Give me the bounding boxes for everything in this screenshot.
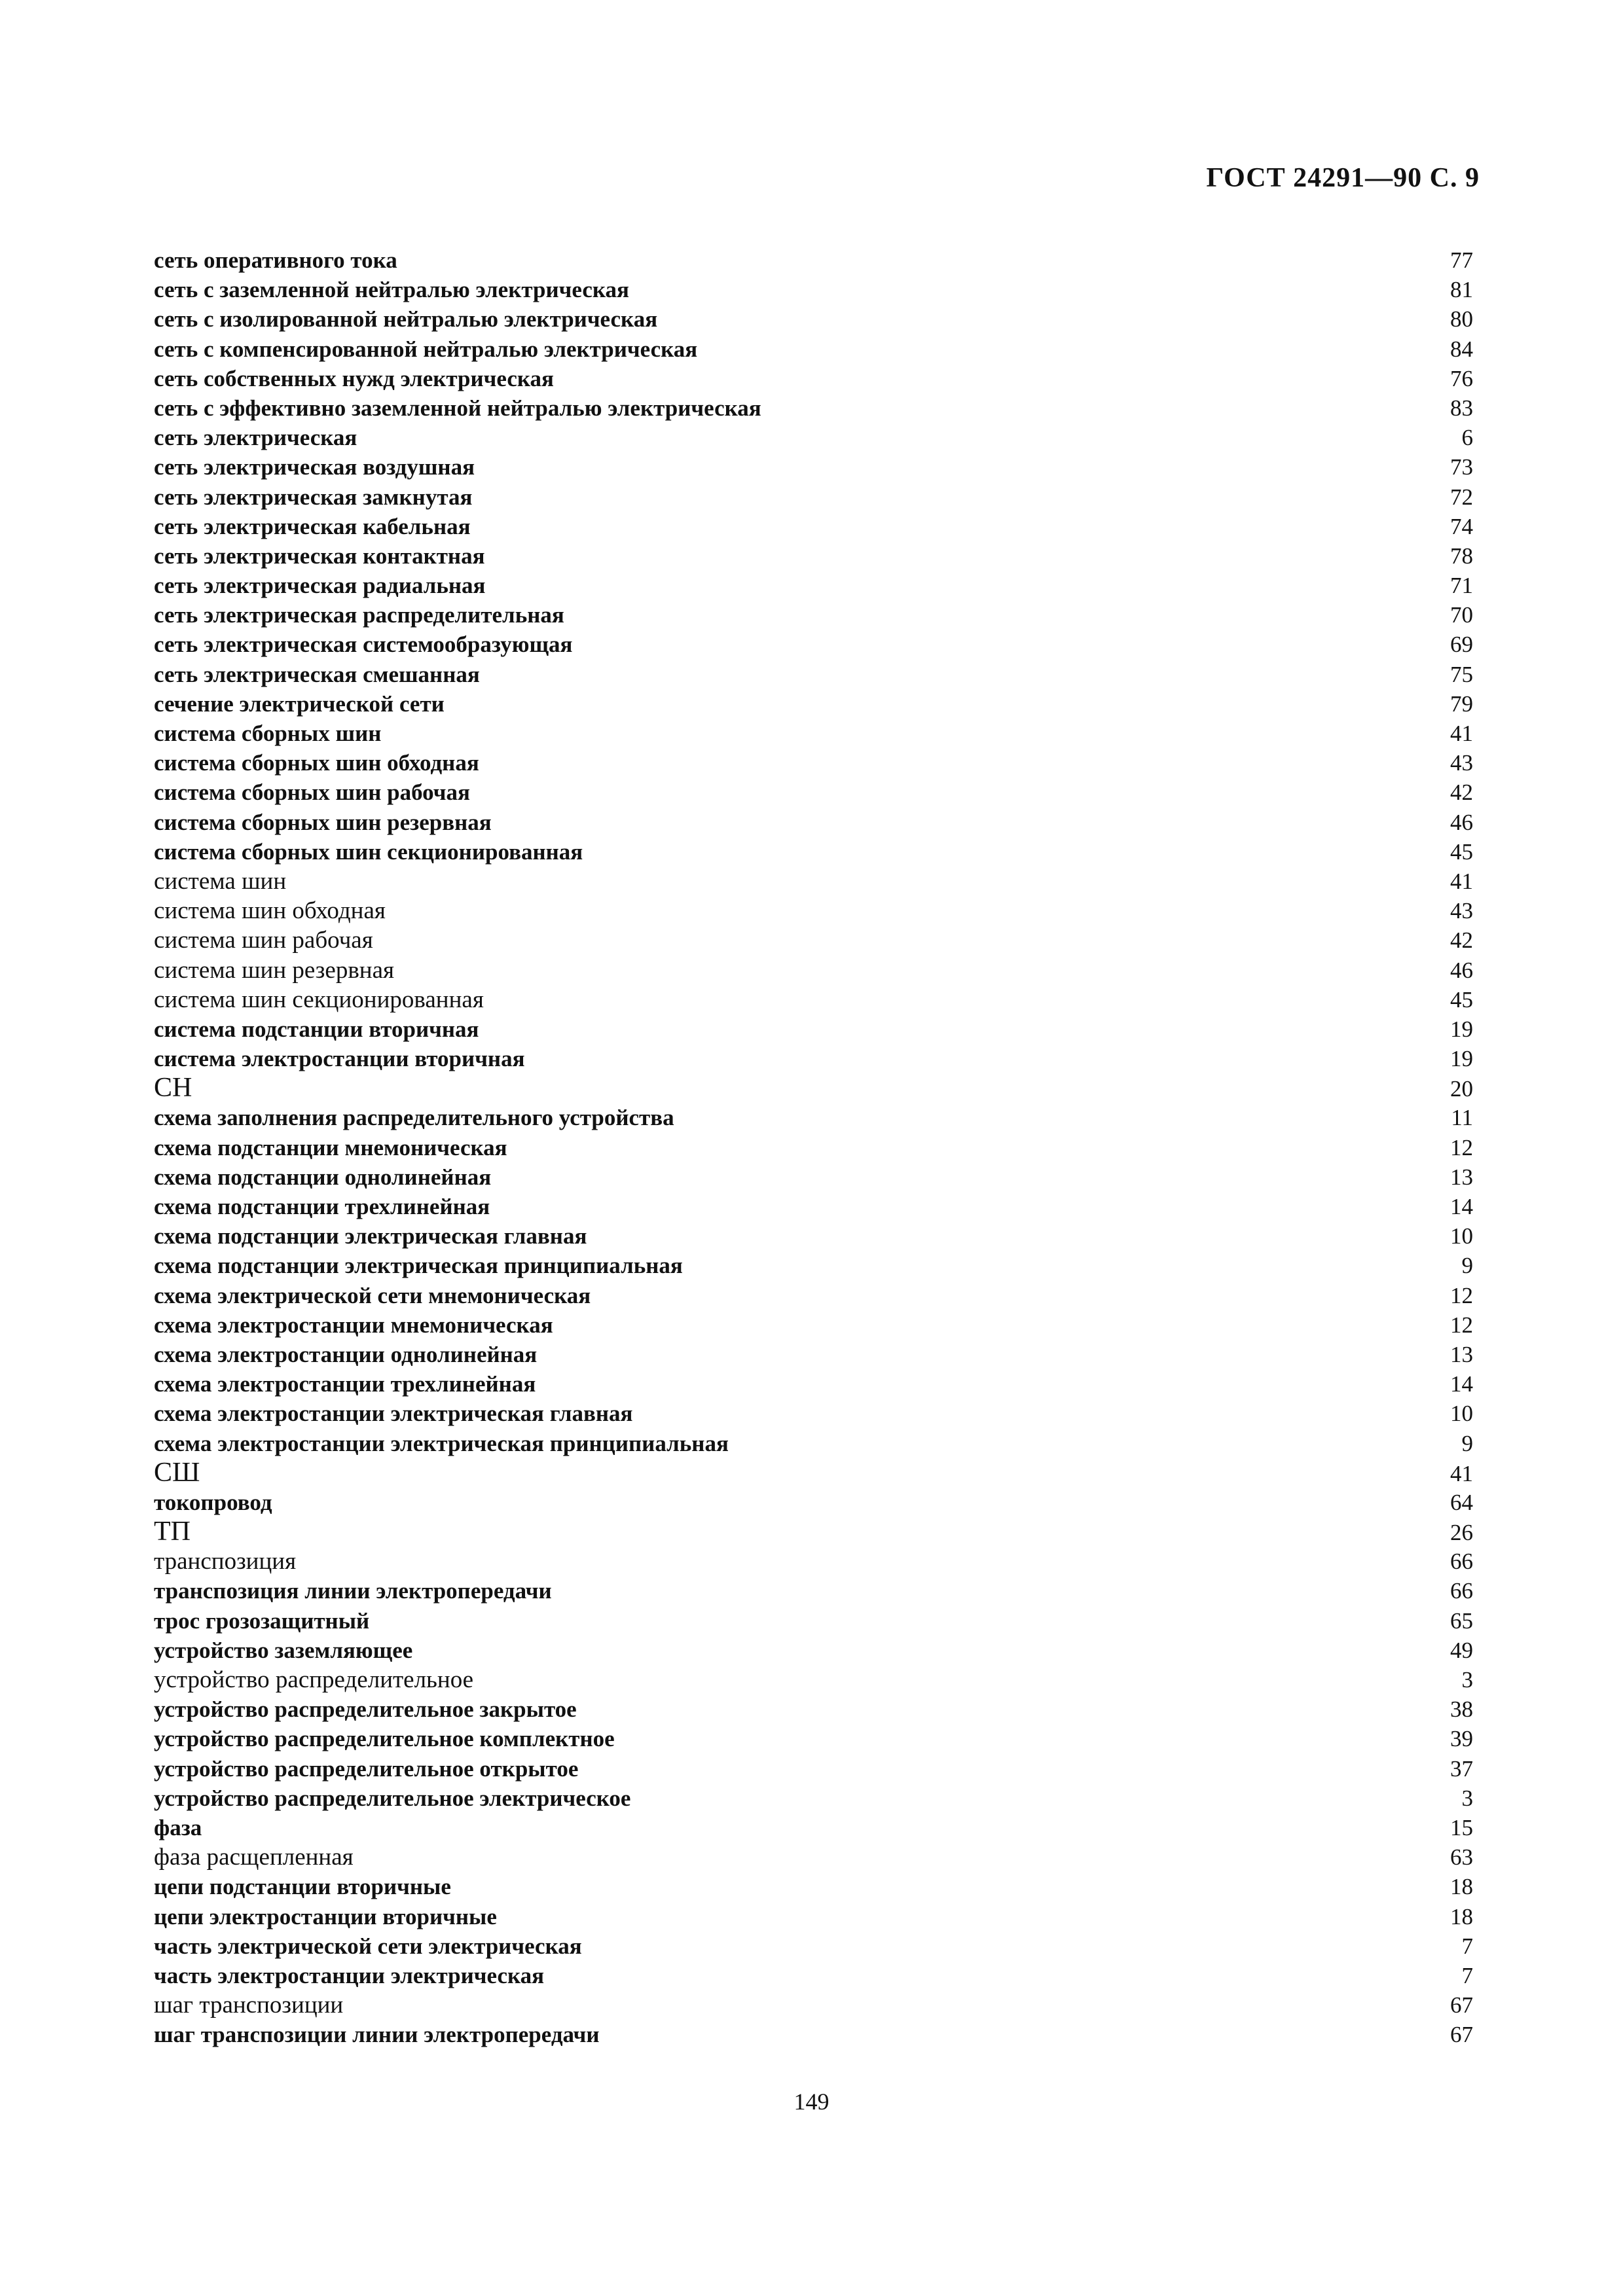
index-term-number: 71	[1450, 573, 1473, 599]
index-term: система электростанции вторичная	[154, 1046, 525, 1072]
index-term-number: 45	[1450, 838, 1473, 865]
index-entry	[154, 1310, 1473, 1340]
index-term-number: 19	[1450, 1046, 1473, 1072]
index-entry	[154, 837, 1473, 867]
index-term: устройство распределительное электрическое	[154, 1785, 631, 1811]
index-entry	[154, 1990, 1473, 2020]
index-entry	[154, 956, 1473, 985]
index-entry	[154, 541, 1473, 571]
index-term-number: 42	[1450, 927, 1473, 954]
index-entry	[154, 719, 1473, 748]
index-term: сеть оперативного тока	[154, 247, 397, 273]
index-term-number: 11	[1451, 1105, 1473, 1131]
index-term: схема подстанции однолинейная	[154, 1164, 492, 1190]
index-term-number: 73	[1450, 454, 1473, 480]
index-term: система сборных шин рабочая	[154, 780, 470, 806]
index-term-number: 7	[1461, 1933, 1473, 1959]
index-entry	[154, 1754, 1473, 1784]
index-term-number: 66	[1450, 1549, 1473, 1575]
index-entry	[154, 1429, 1473, 1458]
index-term-number: 84	[1450, 336, 1473, 362]
index-term-number: 26	[1450, 1520, 1473, 1546]
index-term-number: 67	[1450, 2022, 1473, 2048]
index-entry	[154, 304, 1473, 334]
index-entry	[154, 1399, 1473, 1428]
index-term: сеть электрическая смешанная	[154, 661, 480, 687]
index-entry	[154, 925, 1473, 955]
index-term-number: 20	[1450, 1076, 1473, 1102]
index-term: схема заполнения распределительного устройства	[154, 1105, 674, 1131]
index-entry	[154, 867, 1473, 896]
index-term: ТП	[154, 1516, 191, 1547]
index-term-number: 39	[1450, 1726, 1473, 1752]
index-term-number: 9	[1461, 1430, 1473, 1456]
index-term: система шин рабочая	[154, 927, 373, 954]
index-term-number: 13	[1450, 1341, 1473, 1367]
index-entry	[154, 1902, 1473, 1931]
index-entry	[154, 689, 1473, 719]
index-term-number: 74	[1450, 513, 1473, 539]
index-term: система шин секционированная	[154, 986, 484, 1013]
index-term: сеть электрическая контактная	[154, 543, 485, 569]
index-entry	[154, 423, 1473, 452]
index-term-number: 83	[1450, 395, 1473, 421]
index-entry	[154, 1576, 1473, 1605]
index-entry	[154, 1162, 1473, 1192]
index-entry	[154, 452, 1473, 482]
index-entry	[154, 245, 1473, 275]
index-term: схема электростанции электрическая принципиальная	[154, 1430, 729, 1456]
index-term-number: 67	[1450, 1992, 1473, 2018]
index-term: СШ	[154, 1457, 200, 1488]
index-entry	[154, 1488, 1473, 1517]
index-term: система сборных шин	[154, 721, 382, 746]
index-entry	[154, 630, 1473, 659]
index-term-number: 10	[1450, 1401, 1473, 1427]
index-term: система шин	[154, 867, 287, 895]
index-term: сеть с изолированной нейтралью электрическая	[154, 306, 658, 332]
index-term-number: 3	[1461, 1667, 1473, 1693]
index-entry	[154, 1784, 1473, 1813]
index-entry	[154, 1251, 1473, 1280]
index-term: транспозиция линии электропередачи	[154, 1578, 552, 1604]
index-entry	[154, 1458, 1473, 1488]
index-entry	[154, 896, 1473, 925]
index-term-number: 43	[1450, 750, 1473, 776]
index-term-number: 42	[1450, 780, 1473, 806]
index-term: устройство распределительное закрытое	[154, 1696, 577, 1723]
index-term-number: 7	[1461, 1962, 1473, 1988]
index-term: система шин резервная	[154, 956, 395, 984]
index-entry	[154, 1073, 1473, 1103]
index-term-number: 69	[1450, 632, 1473, 658]
index-term-number: 45	[1450, 986, 1473, 1013]
index-term: сеть собственных нужд электрическая	[154, 365, 554, 391]
index-term: устройство заземляющее	[154, 1637, 413, 1663]
index-term-number: 18	[1450, 1903, 1473, 1929]
index-term: трос грозозащитный	[154, 1607, 370, 1634]
page-header: ГОСТ 24291—90 С. 9	[1206, 163, 1480, 193]
index-term: схема электрической сети мнемоническая	[154, 1282, 591, 1308]
index-entry	[154, 482, 1473, 512]
index-entry	[154, 1724, 1473, 1753]
index-term: токопровод	[154, 1489, 272, 1515]
index-term: фаза	[154, 1814, 202, 1840]
index-term-number: 49	[1450, 1637, 1473, 1663]
index-term-number: 6	[1461, 425, 1473, 451]
index-entry	[154, 393, 1473, 423]
index-entry	[154, 1842, 1473, 1872]
index-entry	[154, 334, 1473, 364]
index-term: сеть электрическая системообразующая	[154, 632, 573, 658]
index-entry	[154, 1103, 1473, 1132]
index-term-number: 78	[1450, 543, 1473, 569]
index-term: цепи электростанции вторичные	[154, 1903, 497, 1929]
index-term: схема подстанции электрическая принципиальная	[154, 1253, 683, 1279]
index-term: сеть с заземленной нейтралью электрическая	[154, 277, 629, 303]
index-term: схема подстанции мнемоническая	[154, 1134, 507, 1160]
index-term: система сборных шин секционированная	[154, 838, 583, 865]
index-term-number: 43	[1450, 898, 1473, 924]
index-term: устройство распределительное	[154, 1666, 474, 1693]
index-term: цепи подстанции вторичные	[154, 1874, 451, 1900]
index-term-number: 19	[1450, 1016, 1473, 1042]
index-term: схема подстанции трехлинейная	[154, 1194, 490, 1219]
index-term: сеть электрическая распределительная	[154, 602, 564, 628]
index-term: схема электростанции мнемоническая	[154, 1312, 553, 1338]
index-entry	[154, 1606, 1473, 1636]
index-entry	[154, 1221, 1473, 1251]
index-entry	[154, 808, 1473, 837]
index-term-number: 77	[1450, 247, 1473, 273]
index-entry	[154, 1547, 1473, 1576]
index-term-number: 63	[1450, 1844, 1473, 1871]
index-term: схема подстанции электрическая главная	[154, 1223, 587, 1249]
index-term: сеть электрическая замкнутая	[154, 484, 473, 510]
index-term: сеть с эффективно заземленной нейтралью электрическая	[154, 395, 761, 421]
index-term-number: 41	[1450, 721, 1473, 746]
index-entry	[154, 1961, 1473, 1990]
index-term: часть электрической сети электрическая	[154, 1933, 582, 1959]
index-term-number: 76	[1450, 365, 1473, 391]
index-term-number: 81	[1450, 277, 1473, 303]
index-term: система шин обходная	[154, 897, 386, 925]
index-entry	[154, 1517, 1473, 1547]
index-term-number: 13	[1450, 1164, 1473, 1190]
index-term: часть электростанции электрическая	[154, 1962, 545, 1988]
index-entry	[154, 600, 1473, 630]
index-term-number: 41	[1450, 1460, 1473, 1486]
index-term: сеть электрическая кабельная	[154, 513, 471, 539]
index-term-number: 65	[1450, 1607, 1473, 1634]
index-term: СН	[154, 1073, 192, 1103]
index-term-number: 66	[1450, 1578, 1473, 1604]
index-entry	[154, 1813, 1473, 1842]
index-term: фаза расщепленная	[154, 1844, 354, 1871]
index-term: система подстанции вторичная	[154, 1016, 479, 1042]
index-term-number: 46	[1450, 957, 1473, 983]
index-term: транспозиция	[154, 1548, 297, 1575]
index-entry	[154, 1665, 1473, 1695]
index-term: схема электростанции однолинейная	[154, 1341, 538, 1367]
index-term: устройство распределительное открытое	[154, 1755, 579, 1782]
index-term-number: 12	[1450, 1282, 1473, 1308]
index-term-number: 46	[1450, 809, 1473, 835]
index-entry	[154, 1340, 1473, 1369]
index-term-number: 70	[1450, 602, 1473, 628]
index-term-number: 14	[1450, 1371, 1473, 1397]
index-entry	[154, 1931, 1473, 1961]
index-term: сеть электрическая радиальная	[154, 573, 486, 599]
index-entry	[154, 1192, 1473, 1221]
index-term: схема электростанции электрическая главная	[154, 1401, 633, 1427]
index-term: система сборных шин обходная	[154, 750, 479, 776]
index-entry	[154, 571, 1473, 600]
index-entry	[154, 1872, 1473, 1901]
index-term: шаг транспозиции линии электропередачи	[154, 2022, 600, 2048]
index-term-number: 15	[1450, 1814, 1473, 1840]
index-term-number: 10	[1450, 1223, 1473, 1249]
index-entry	[154, 778, 1473, 807]
index-term: схема электростанции трехлинейная	[154, 1371, 536, 1397]
index-term-number: 12	[1450, 1312, 1473, 1338]
index-term-number: 38	[1450, 1696, 1473, 1723]
index-term: сечение электрической сети	[154, 691, 445, 717]
index-term: сеть электрическая	[154, 425, 357, 451]
index-term-number: 18	[1450, 1874, 1473, 1900]
index-term: сеть с компенсированной нейтралью электрическая	[154, 336, 698, 362]
index-term: система сборных шин резервная	[154, 809, 492, 835]
index-term-number: 79	[1450, 691, 1473, 717]
index-term-number: 12	[1450, 1134, 1473, 1160]
index-term-number: 64	[1450, 1489, 1473, 1515]
index-entry	[154, 275, 1473, 304]
index-entry	[154, 1133, 1473, 1162]
page-number: 149	[793, 2089, 830, 2115]
index-term-number: 3	[1461, 1785, 1473, 1811]
index-entry	[154, 985, 1473, 1014]
index-term: сеть электрическая воздушная	[154, 454, 475, 480]
index-entry	[154, 1281, 1473, 1310]
index-term-number: 80	[1450, 306, 1473, 332]
index-entry	[154, 660, 1473, 689]
index-term-number: 75	[1450, 661, 1473, 687]
index-entry	[154, 1014, 1473, 1044]
index-entry	[154, 1044, 1473, 1073]
index-term: шаг транспозиции	[154, 1992, 344, 2019]
term-index-list	[154, 245, 1473, 2049]
index-entry	[154, 1636, 1473, 1665]
index-entry	[154, 512, 1473, 541]
index-term-number: 37	[1450, 1755, 1473, 1782]
index-term-number: 14	[1450, 1194, 1473, 1219]
index-term-number: 41	[1450, 868, 1473, 894]
index-term-number: 72	[1450, 484, 1473, 510]
index-entry	[154, 1369, 1473, 1399]
index-entry	[154, 364, 1473, 393]
index-entry	[154, 748, 1473, 778]
index-term: устройство распределительное комплектное	[154, 1726, 615, 1752]
index-term-number: 9	[1461, 1253, 1473, 1279]
index-entry	[154, 2020, 1473, 2049]
index-entry	[154, 1695, 1473, 1724]
